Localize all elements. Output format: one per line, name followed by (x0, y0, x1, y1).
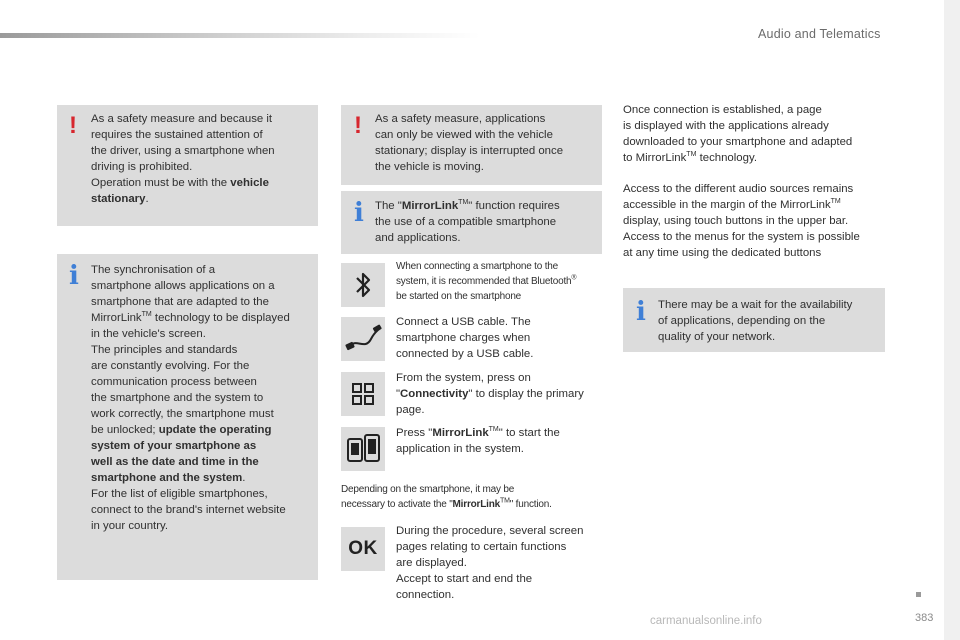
viewing-warning-text: As a safety measure, applications can only be viewed with the vehicle stationary; display is interrupted once the vehicle is moving. (375, 113, 564, 173)
synchronisation-info-text: The synchronisation of a smartphone allows applications on a smartphone that are adapted to the MirrorLink™ technology to be displayed in the vehicle's screen. The principles and standards are constantly evolving. For the communication process between the smartphone and the system to work correctly, the smartphone must be unlocked; update the operating system of your smartphone as well as the date and time in the smartphone and the system. For the list of eligible smartphones, connect to the brand's internet website in your country. (91, 264, 290, 532)
usb-step-icon (341, 317, 385, 361)
compatibility-info-box (341, 191, 602, 254)
ok-step-text: During the procedure, several screen pages relating to certain functions are displayed. Accept to start and end the connection. (396, 525, 584, 601)
connectivity-step-text: From the system, press on "Connectivity" to display the primary page. (396, 372, 584, 416)
info-icon: i (69, 261, 79, 291)
page-marker (916, 592, 921, 597)
synchronisation-info-box (57, 254, 318, 580)
mirrorlink-step-icon (341, 427, 385, 471)
page-margin-strip (944, 0, 960, 640)
info-icon: i (354, 198, 364, 228)
audio-sources-text: Access to the different audio sources remains accessible in the margin of the MirrorLink™ display, using touch buttons in the upper bar. Access to the menus for the system is possible at any time using the dedicated buttons (623, 183, 860, 259)
mirrorlink-icon (341, 427, 385, 471)
mirrorlink-step-text: Press "MirrorLink™" to start the application in the system. (396, 426, 560, 455)
ok-step-icon: OK (341, 527, 385, 571)
bluetooth-step-icon (341, 263, 385, 307)
page-number: 383 (915, 612, 934, 624)
warning-icon: ! (354, 112, 362, 139)
viewing-warning-box (341, 105, 602, 185)
usb-cable-icon (341, 317, 385, 361)
warning-icon: ! (69, 112, 77, 139)
connectivity-step-icon (341, 372, 385, 416)
connectivity-grid-icon (341, 372, 385, 416)
safety-warning-box (57, 105, 318, 226)
bluetooth-icon (341, 263, 385, 307)
network-info-box (623, 288, 885, 352)
usb-step-text: Connect a USB cable. The smartphone charges when connected by a USB cable. (396, 316, 534, 360)
network-info-text: There may be a wait for the availability of applications, depending on the quality of your network. (658, 299, 853, 343)
watermark: carmanualsonline.info (650, 615, 762, 627)
info-icon: i (636, 297, 646, 327)
compatibility-info-text: The "MirrorLink™" function requires the use of a compatible smartphone and applications. (375, 199, 560, 244)
section-title: Audio and Telematics (758, 27, 881, 41)
activation-note: Depending on the smartphone, it may be necessary to activate the "MirrorLink™" function. (341, 484, 552, 510)
header-rule (0, 33, 480, 38)
connection-established-text: Once connection is established, a page is displayed with the applications already downloaded to your smartphone and adapted to MirrorLink™ technology. (623, 104, 853, 164)
safety-warning-text: As a safety measure and because it requires the sustained attention of the driver, using a smartphone when driving is prohibited. Operation must be with the vehicle stationary. (91, 113, 275, 205)
bluetooth-step-text: When connecting a smartphone to the system, it is recommended that Bluetooth® be started on the smartphone (396, 261, 577, 302)
